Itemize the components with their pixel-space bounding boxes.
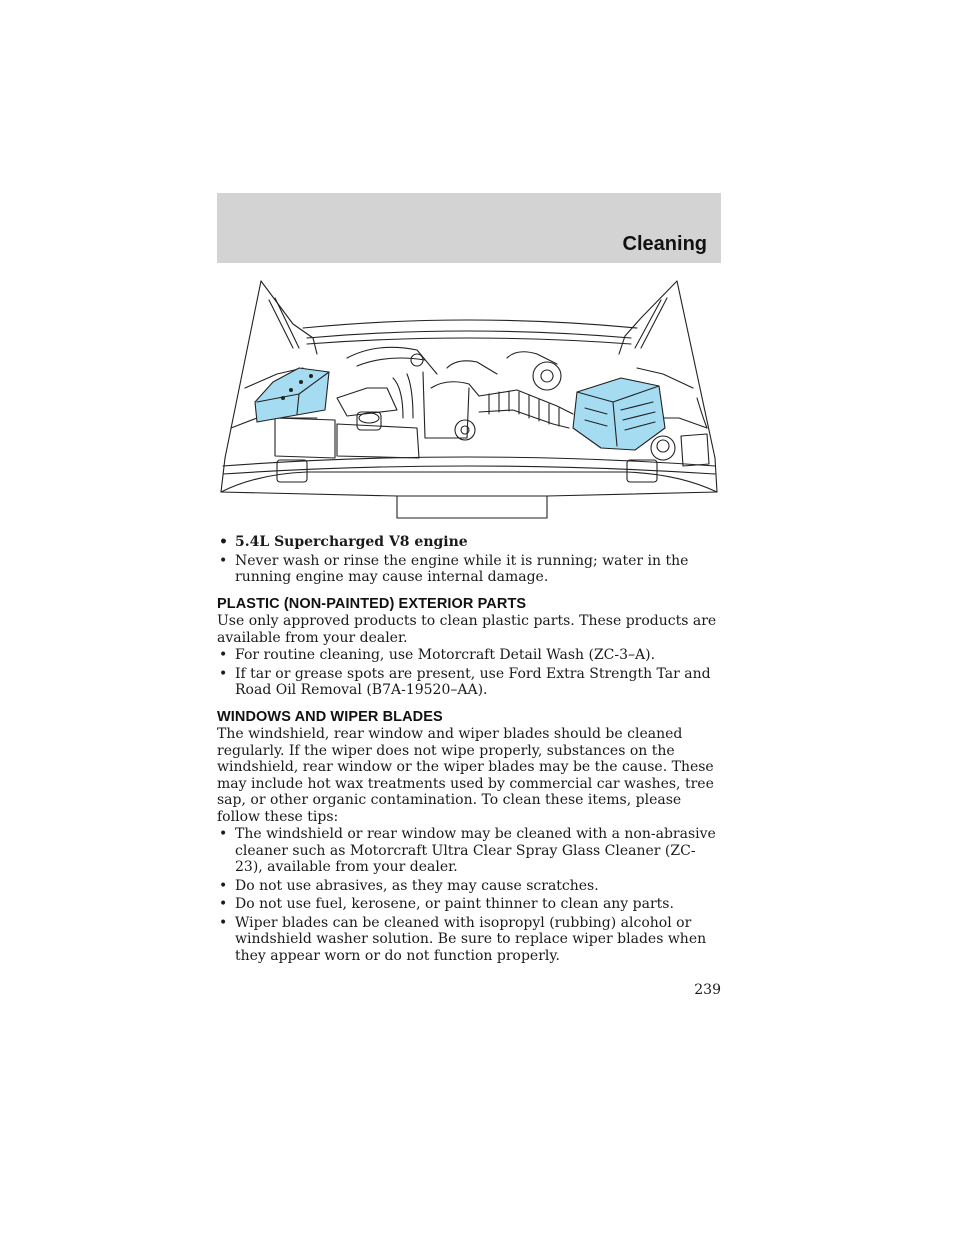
list-item: • For routine cleaning, use Motorcraft Detail Wash (ZC-3–A). (217, 647, 722, 664)
engine-label: • 5.4L Supercharged V8 engine (217, 534, 722, 551)
windows-tips (217, 826, 722, 964)
section-title: Cleaning (622, 233, 707, 255)
engine-caption-list (217, 534, 722, 586)
page-number: 239 (694, 982, 721, 998)
list-item: • Do not use abrasives, as they may cause scratches. (217, 878, 722, 895)
plastic-parts-tips (217, 647, 722, 699)
list-item: • The windshield or rear window may be cleaned with a non-abrasive cleaner such as Motorcraft Ultra Clear Spray Glass Cleaner (ZC-23), available from your dealer. (217, 826, 722, 876)
list-item: • Wiper blades can be cleaned with isopropyl (rubbing) alcohol or windshield washer solution. Be sure to replace wiper blades when they appear worn or do not function properly. (217, 915, 722, 965)
list-item: • If tar or grease spots are present, use Ford Extra Strength Tar and Road Oil Removal (B7A-19520–AA). (217, 666, 722, 699)
list-item: • Do not use fuel, kerosene, or paint thinner to clean any parts. (217, 896, 722, 913)
windows-intro: The windshield, rear window and wiper blades should be cleaned regularly. If the wiper does not wipe properly, substances on the windshield, rear window or the wiper blades may be the cause. These may include hot wax treatments used by commercial car washes, tree sap, or other organic contamination. To clean these items, please follow these tips: (217, 726, 714, 825)
air-filter-box-icon (573, 378, 665, 450)
page-content (217, 533, 722, 966)
plastic-parts-intro: Use only approved products to clean plastic parts. These products are available from your dealer. (217, 613, 717, 646)
plastic-parts-heading: PLASTIC (NON-PAINTED) EXTERIOR PARTS (217, 595, 527, 612)
section-header-band (217, 193, 721, 263)
engine-wash-warning: • Never wash or rinse the engine while it is running; water in the running engine may cause internal damage. (217, 553, 722, 586)
engine-illustration (217, 278, 721, 520)
battery-icon (255, 368, 329, 422)
windows-heading: WINDOWS AND WIPER BLADES (217, 708, 443, 725)
